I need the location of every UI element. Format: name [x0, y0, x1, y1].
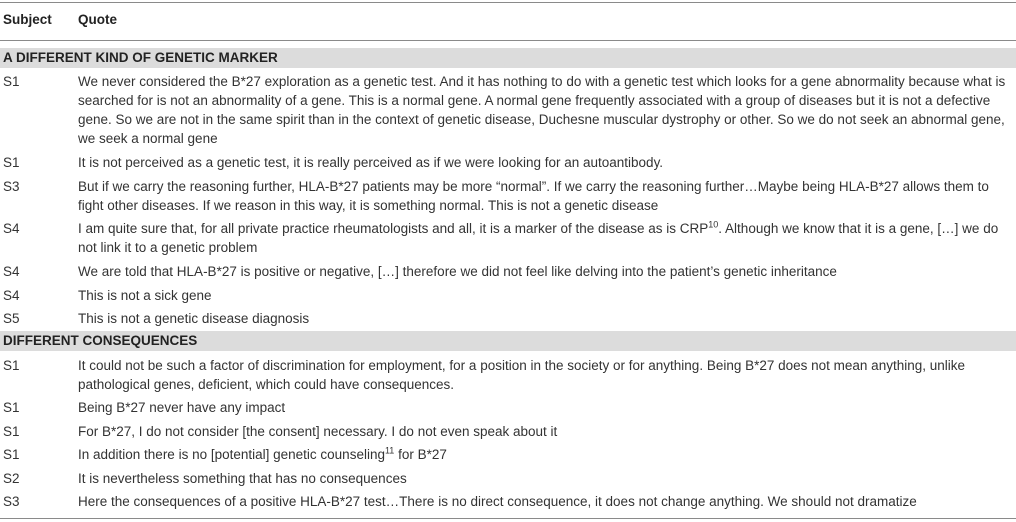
quote-text: for B*27 [394, 447, 447, 462]
row-quote: This is not a sick gene [78, 288, 212, 303]
row-subject: S1 [3, 447, 20, 462]
row-quote: Being B*27 never have any impact [78, 400, 286, 415]
row-subject: S1 [3, 424, 20, 439]
row-quote: Here the consequences of a positive HLA-B*27 test…There is no direct consequence, it does not change anything. We should not dramatize [78, 494, 917, 509]
section-title: DIFFERENT CONSEQUENCES [3, 333, 198, 348]
table-header-rule [0, 40, 1016, 41]
row-subject: S4 [3, 221, 20, 236]
row-subject: S4 [3, 264, 20, 279]
section-title: A DIFFERENT KIND OF GENETIC MARKER [3, 50, 278, 65]
quote-text: I am quite sure that, for all private practice rheumatologists and all, it is a marker of the disease as is CRP [78, 221, 709, 236]
quote-text: In addition there is no [potential] genetic counseling [78, 447, 385, 462]
row-quote: It is not perceived as a genetic test, it is really perceived as if we were looking for an autoantibody. [78, 155, 664, 170]
header-quote: Quote [78, 12, 117, 27]
row-subject: S2 [3, 471, 20, 486]
row-subject: S3 [3, 179, 20, 194]
row-quote: This is not a genetic disease diagnosis [78, 311, 310, 326]
row-quote: It is nevertheless something that has no consequences [78, 471, 407, 486]
row-subject: S1 [3, 74, 20, 89]
section-header-genetic-marker [0, 48, 1016, 68]
row-subject: S3 [3, 494, 20, 509]
row-quote: It could not be such a factor of discrimination for employment, for a position in the society or for anything. Being B*27 does not mean anything, unlike pathological genes, deficient, which could have consequences. [78, 358, 965, 392]
row-quote: For B*27, I do not consider [the consent] necessary. I do not even speak about it [78, 424, 558, 439]
row-quote: But if we carry the reasoning further, HLA-B*27 patients may be more “normal”. If we carry the reasoning further…Maybe being HLA-B*27 allows them to fight other diseases. If we reason in this way, it is something normal. This is not a genetic disease [78, 179, 989, 213]
row-subject: S5 [3, 311, 20, 326]
section-header-consequences [0, 331, 1016, 351]
row-quote [78, 445, 1010, 464]
row-subject: S4 [3, 288, 20, 303]
table-bottom-rule [0, 518, 1016, 519]
footnote-ref: 10 [708, 219, 719, 230]
row-subject: S1 [3, 358, 20, 373]
row-subject: S1 [3, 155, 20, 170]
footnote-ref: 11 [384, 445, 395, 456]
row-quote: We are told that HLA-B*27 is positive or negative, […] therefore we did not feel like delving into the patient’s genetic inheritance [78, 264, 837, 279]
quote-text: . Although we know that it is a gene, […] we do not link it to a genetic problem [78, 221, 999, 255]
table-header-row [0, 3, 1016, 40]
header-subject: Subject [3, 12, 52, 27]
row-quote [78, 219, 1010, 257]
row-quote: We never considered the B*27 exploration as a genetic test. And it has nothing to do with a genetic test which looks for a gene abnormality because what is searched for is not an abnormality of a gene. This is a normal gene. A normal gene frequently associated with a group of diseases but it is not a defective gene. So we are not in the same spirit than in the context of genetic disease, Duchesne muscular dystrophy or other. So we do not seek an abnormal gene, we seek a normal gene [78, 74, 1006, 146]
row-subject: S1 [3, 400, 20, 415]
